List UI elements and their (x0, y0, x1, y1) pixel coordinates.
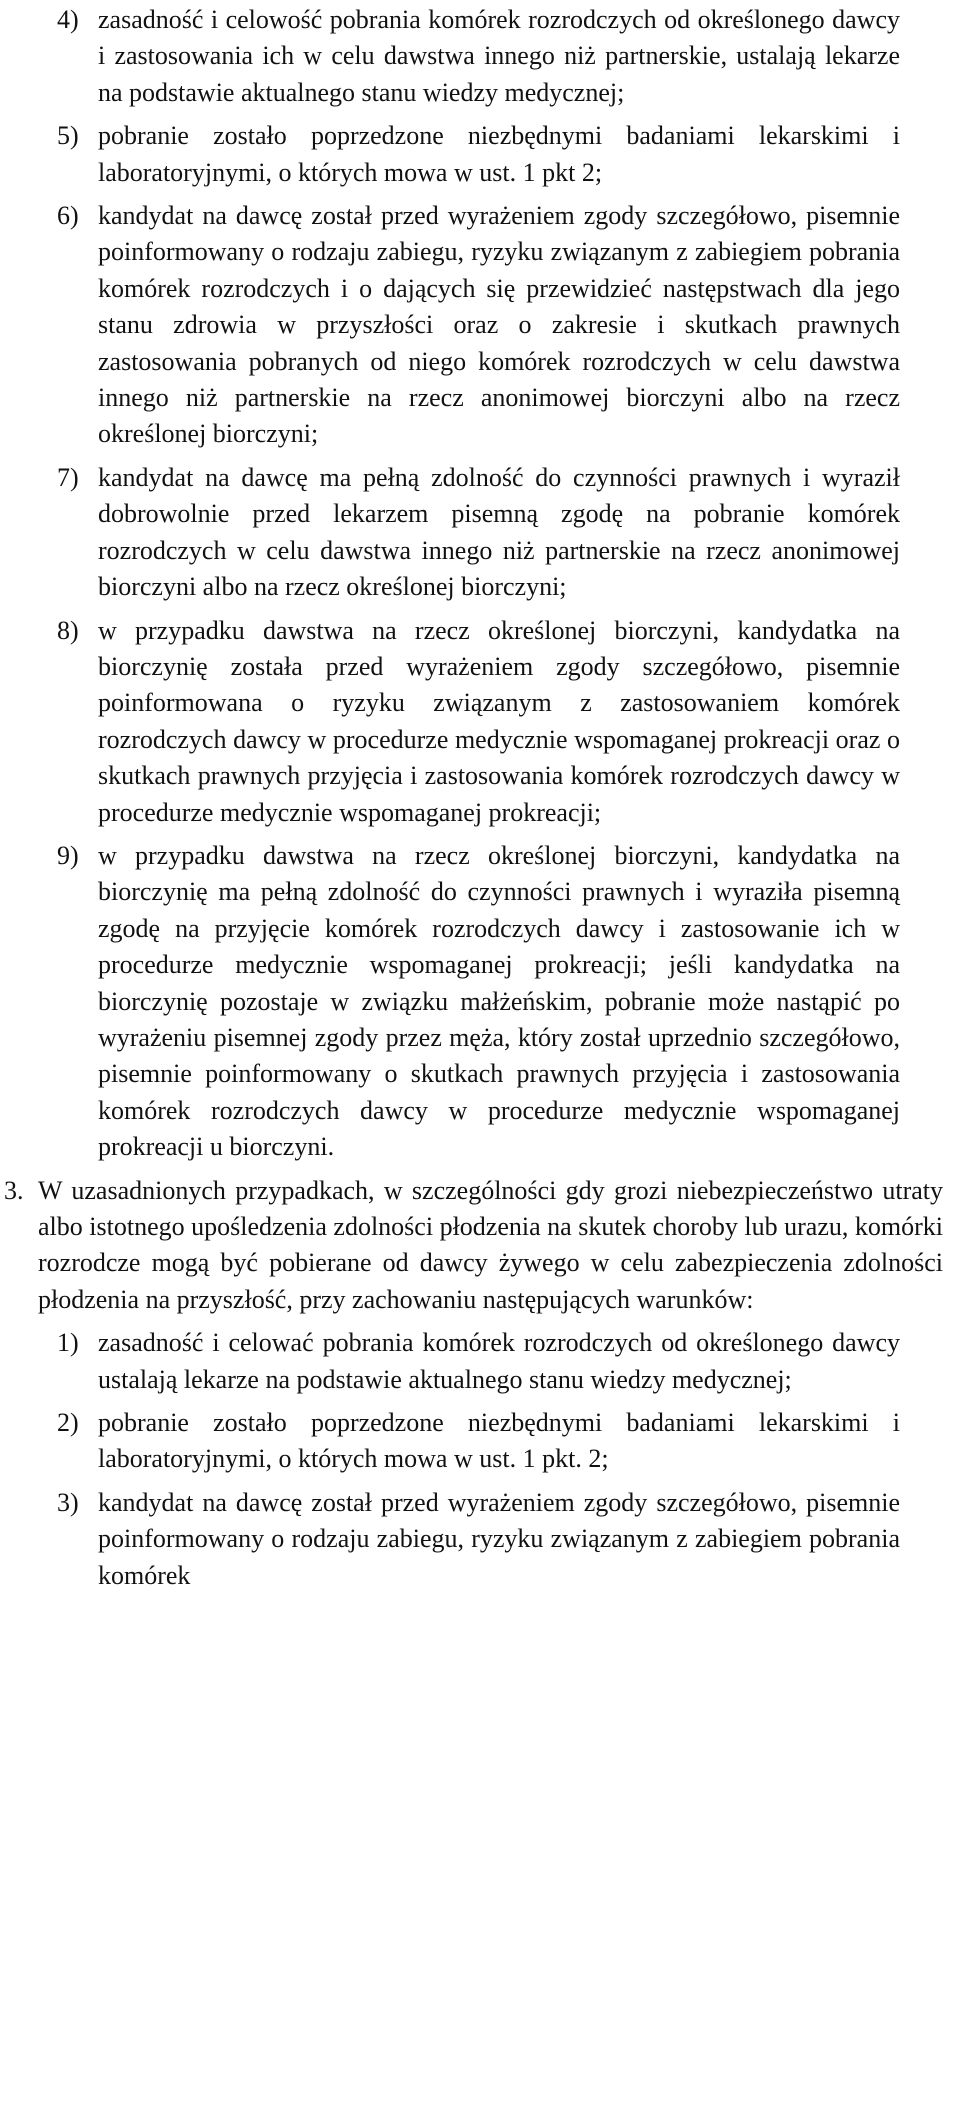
list-item-8 (57, 613, 900, 831)
list-item-text: pobranie zostało poprzedzone niezbędnymi badaniami lekarskimi i laboratoryjnymi, o których mowa w ust. 1 pkt. 2; (98, 1408, 900, 1474)
list-item-4 (57, 2, 900, 111)
list-item-text: pobranie zostało poprzedzone niezbędnymi badaniami lekarskimi i laboratoryjnymi, o których mowa w ust. 1 pkt 2; (98, 121, 900, 187)
list-item-marker: 6) (57, 201, 79, 231)
section-text: W uzasadnionych przypadkach, w szczególności gdy grozi niebezpieczeństwo utraty albo istotnego upośledzenia zdolności płodzenia na skutek choroby lub urazu, komórki rozrodcze mogą być pobierane od dawcy żywego w celu zabezpieczenia zdolności płodzenia na przyszłość, przy zachowaniu następujących warunków: (38, 1175, 943, 1314)
section-3-list-item-2 (57, 1405, 900, 1478)
list-item-text: kandydat na dawcę został przed wyrażeniem zgody szczegółowo, pisemnie poinformowany o rodzaju zabiegu, ryzyku związanym z zabiegiem pobrania komórek rozrodczych i o dających się przewidzieć następstwach dla jego stanu zdrowia w przyszłości oraz o zakresie i skutkach prawnych zastosowania pobranych od niego komórek rozrodczych w celu dawstwa innego niż partnerskie na rzecz anonimowej biorczyni albo na rzecz określonej biorczyni; (98, 201, 900, 449)
list-item-6 (57, 198, 900, 453)
list-item-marker: 2) (57, 1408, 79, 1438)
list-item-marker: 3) (57, 1487, 79, 1517)
section-3 (4, 1173, 943, 1319)
list-item-marker: 1) (57, 1328, 79, 1358)
list-item-text: kandydat na dawcę został przed wyrażeniem zgody szczegółowo, pisemnie poinformowany o rodzaju zabiegu, ryzyku związanym z zabiegiem pobrania komórek (98, 1487, 900, 1590)
section-3-list-item-3 (57, 1485, 900, 1594)
list-item-9 (57, 838, 900, 1166)
list-item-text: zasadność i celować pobrania komórek rozrodczych od określonego dawcy ustalają lekarze na podstawie aktualnego stanu wiedzy medycznej; (98, 1328, 900, 1394)
list-item-marker: 5) (57, 121, 79, 151)
list-item-7 (57, 460, 900, 606)
list-item-5 (57, 118, 900, 191)
list-item-marker: 4) (57, 5, 79, 34)
list-item-text: kandydat na dawcę ma pełną zdolność do czynności prawnych i wyraził dobrowolnie przed lekarzem pisemną zgodę na pobranie komórek rozrodczych w celu dawstwa innego niż partnerskie na rzecz anonimowej biorczyni albo na rzecz określonej biorczyni; (98, 462, 900, 602)
list-item-marker: 9) (57, 840, 79, 870)
list-item-text: zasadność i celowość pobrania komórek rozrodczych od określonego dawcy i zastosowania ich w celu dawstwa innego niż partnerskie, ustalają lekarze na podstawie aktualnego stanu wiedzy medycznej; (98, 5, 900, 107)
list-item-text: w przypadku dawstwa na rzecz określonej biorczyni, kandydatka na biorczynię ma pełną zdolność do czynności prawnych i wyraziła pisemną zgodę na przyjęcie komórek rozrodczych dawcy i zastosowanie ich w procedurze medycznie wspomaganej prokreacji; jeśli kandydatka na biorczynię pozostaje w związku małżeńskim, pobranie może nastąpić po wyrażeniu pisemnej zgody przez męża, który został uprzednio szczegółowo, pisemnie poinformowany o skutkach prawnych przyjęcia i zastosowania komórek rozrodczych dawcy w procedurze medycznie wspomaganej prokreacji u biorczyni. (98, 840, 900, 1162)
section-3-list-item-1 (57, 1325, 900, 1398)
list-item-text: w przypadku dawstwa na rzecz określonej biorczyni, kandydatka na biorczynię została przed wyrażeniem zgody szczegółowo, pisemnie poinformowana o ryzyku związanym z zastosowaniem komórek rozrodczych dawcy w procedurze medycznie wspomaganej prokreacji oraz o skutkach prawnych przyjęcia i zastosowania komórek rozrodczych dawcy w procedurze medycznie wspomaganej prokreacji; (98, 615, 900, 827)
list-item-marker: 7) (57, 462, 79, 492)
list-item-marker: 8) (57, 615, 79, 645)
section-marker: 3. (4, 1175, 24, 1205)
